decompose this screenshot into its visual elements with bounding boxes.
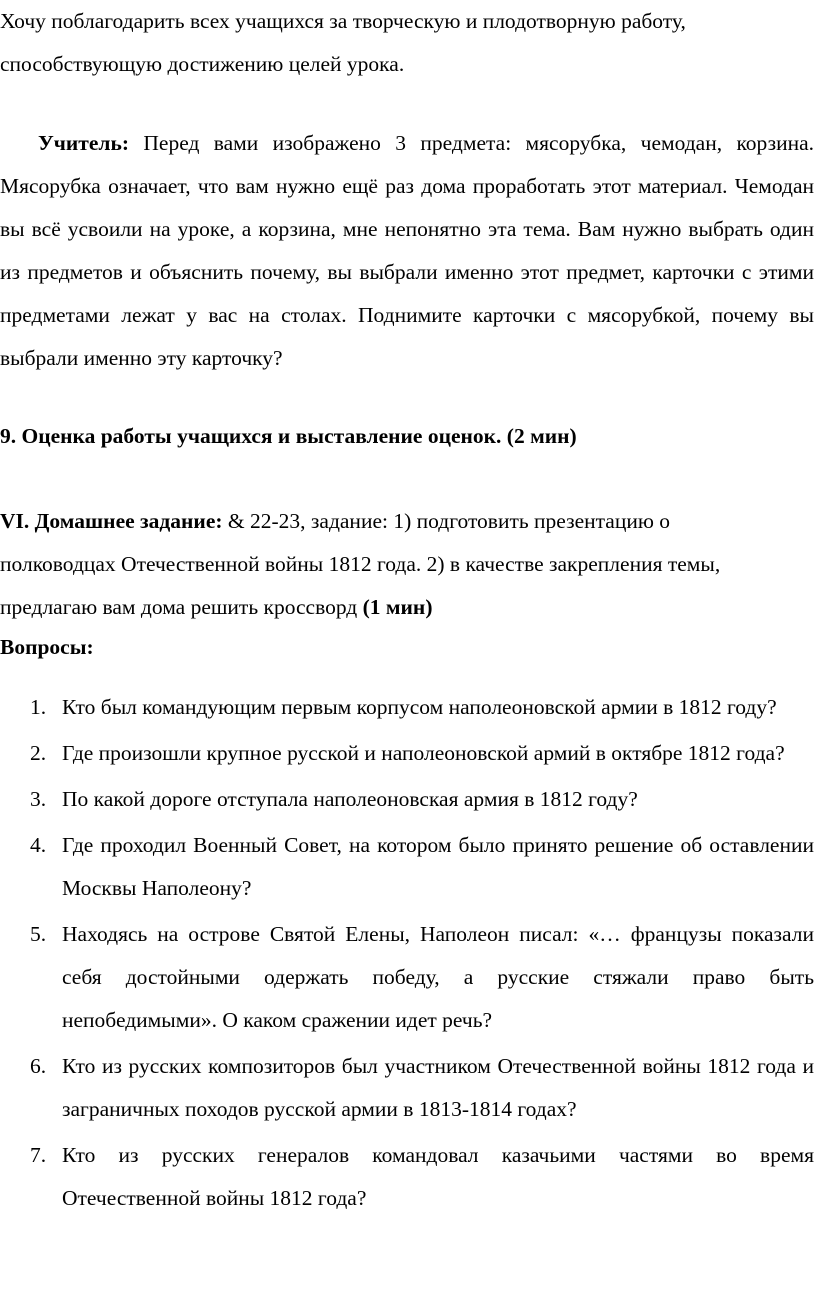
question-item: 3. По какой дороге отступала наполеоновская армия в 1812 году?	[30, 787, 638, 811]
homework-label: VI. Домашнее задание:	[0, 509, 223, 533]
question-item: 1. Кто был командующим первым корпусом наполеоновской армии в 1812 году?	[30, 695, 777, 719]
questions-list	[0, 686, 814, 1223]
homework-time: (1 мин)	[362, 595, 433, 619]
question-item: 5. Находясь на острове Святой Елены, Наполеон писал: «… французы показали себя достойными одержать победу, а русские стяжали право быть непобедимыми». О каком сражении идет речь?	[30, 922, 814, 1032]
questions-heading: Вопросы:	[0, 635, 94, 659]
question-item: 6. Кто из русских композиторов был участником Отечественной войны 1812 года и заграничных походов русской армии в 1813-1814 годах?	[30, 1054, 814, 1121]
teacher-paragraph	[0, 122, 814, 380]
question-item: 2. Где произошли крупное русской и наполеоновской армий в октябре 1812 года?	[30, 741, 785, 765]
teacher-label: Учитель:	[38, 131, 129, 155]
section-9-heading: 9. Оценка работы учащихся и выставление оценок. (2 мин)	[0, 424, 577, 448]
question-item: 4. Где проходил Военный Совет, на котором было принято решение об оставлении Москвы Наполеону?	[30, 833, 814, 900]
homework-text: & 22-23, задание: 1) подготовить презентацию о полководцах Отечественной войны 1812 года. 2) в качестве закрепления темы, предлагаю вам дома решить кроссворд	[0, 509, 721, 619]
teacher-text: Перед вами изображено 3 предмета: мясорубка, чемодан, корзина. Мясорубка означает, что вам нужно ещё раз дома проработать этот материал. Чемодан вы всё усвоили на уроке, а корзина, мне непонятно эта тема. Вам нужно выбрать один из предметов и объяснить почему, вы выбрали именно этот предмет, карточки с этими предметами лежат у вас на столах. Поднимите карточки с мясорубкой, почему вы выбрали именно эту карточку?	[0, 131, 814, 370]
question-item: 7. Кто из русских генералов командовал казачьими частями во время Отечественной войны 1812 года?	[30, 1143, 814, 1210]
homework-paragraph	[0, 500, 790, 629]
intro-paragraph: Хочу поблагодарить всех учащихся за творческую и плодотворную работу, способствующую достижению целей урока.	[0, 9, 686, 76]
